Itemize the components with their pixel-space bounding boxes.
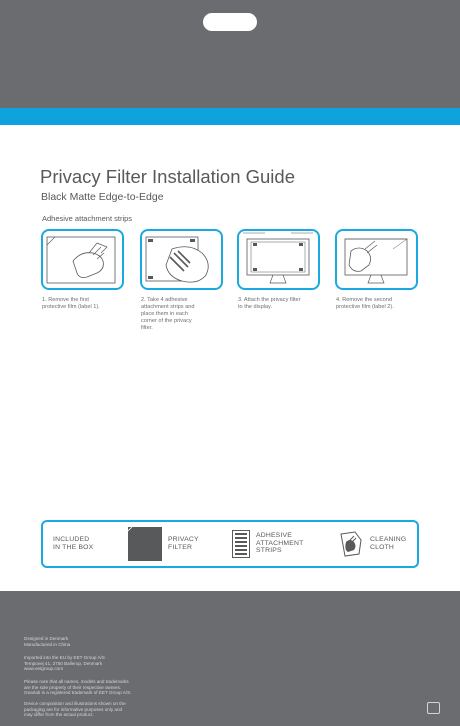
- recycle-mark-icon: [427, 702, 440, 714]
- monitor-attach-filter-icon: [239, 231, 318, 288]
- in-the-box-heading: INCLUDED IN THE BOX: [53, 536, 94, 551]
- step-3-text: 3. Attach the privacy filter to the display.: [238, 297, 301, 310]
- hand-placing-strips-icon: [142, 231, 221, 288]
- adhesive-strips-label: ADHESIVE ATTACHMENT STRIPS: [256, 532, 304, 554]
- hand-removing-film-icon: [337, 231, 416, 288]
- step-1-illustration: [41, 229, 124, 290]
- product-subtitle: Black Matte Edge-to-Edge: [41, 191, 164, 203]
- hang-hole: [203, 13, 257, 31]
- step-4-illustration: [335, 229, 418, 290]
- footer-disclaimer: Device composition and illustrations shown on the packaging are for informative purposes only and may differ from the actual product.: [24, 701, 126, 718]
- privacy-filter-label: PRIVACY FILTER: [168, 536, 199, 551]
- step-2-illustration: [140, 229, 223, 290]
- steps-heading: Adhesive attachment strips: [42, 214, 133, 223]
- hand-peeling-film-icon: [43, 231, 122, 288]
- cleaning-cloth-icon: [338, 530, 366, 558]
- adhesive-strips-icon: [232, 530, 250, 558]
- privacy-filter-icon: [128, 527, 162, 561]
- step-2-text: 2. Take 4 adhesive attachment strips and place them in each corner of the privacy filter.: [141, 297, 195, 331]
- step-3-illustration: [237, 229, 320, 290]
- footer-origin: Designed in Denmark Manufactured in China: [24, 636, 71, 647]
- cleaning-cloth-label: CLEANING CLOTH: [370, 536, 407, 551]
- step-4-text: 4. Remove the second protective film (label 2).: [336, 297, 394, 310]
- accent-stripe: [0, 108, 460, 125]
- step-1-text: 1. Remove the first protective film (label 1).: [42, 297, 100, 310]
- footer-trademarks: Please note that all names, models and trademarks are the sole property of their respective owners. Gearlab is a registered trademark of EET Group A/S.: [24, 679, 132, 696]
- footer-importer: Imported into the EU by EET Group A/S Tempovej 41, 2750 Ballerup, Denmark www.eetgroup.com: [24, 655, 105, 672]
- guide-title: Privacy Filter Installation Guide: [40, 166, 295, 187]
